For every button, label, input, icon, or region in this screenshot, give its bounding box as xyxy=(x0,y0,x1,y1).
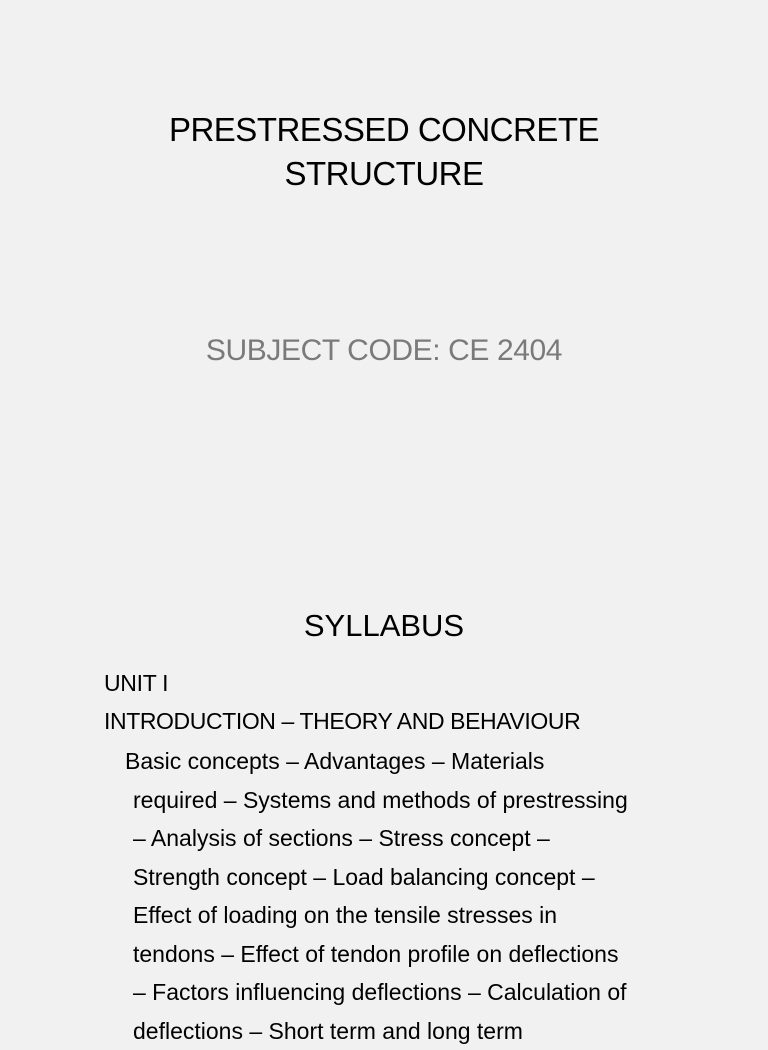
unit-body-line: tendons – Effect of tendon profile on deflections xyxy=(104,935,714,974)
unit-body-line: deflections – Short term and long term xyxy=(104,1012,714,1050)
syllabus-heading: SYLLABUS xyxy=(0,607,768,645)
unit-body-line: required – Systems and methods of prestressing xyxy=(104,781,714,820)
title-line-1: PRESTRESSED CONCRETE xyxy=(0,108,768,152)
unit-body-line: Basic concepts – Advantages – Materials xyxy=(104,742,714,781)
subject-code: SUBJECT CODE: CE 2404 xyxy=(0,333,768,369)
title-line-2: STRUCTURE xyxy=(0,152,768,196)
unit-title: INTRODUCTION – THEORY AND BEHAVIOUR xyxy=(104,707,580,735)
unit-body-line: Strength concept – Load balancing concept – xyxy=(104,858,714,897)
unit-body-line: – Factors influencing deflections – Calculation of xyxy=(104,973,714,1012)
document-title xyxy=(0,108,768,196)
unit-body-line: Effect of loading on the tensile stresses in xyxy=(104,896,714,935)
unit-label: UNIT I xyxy=(104,669,168,697)
unit-body-line: – Analysis of sections – Stress concept – xyxy=(104,819,714,858)
unit-body xyxy=(104,742,714,1050)
